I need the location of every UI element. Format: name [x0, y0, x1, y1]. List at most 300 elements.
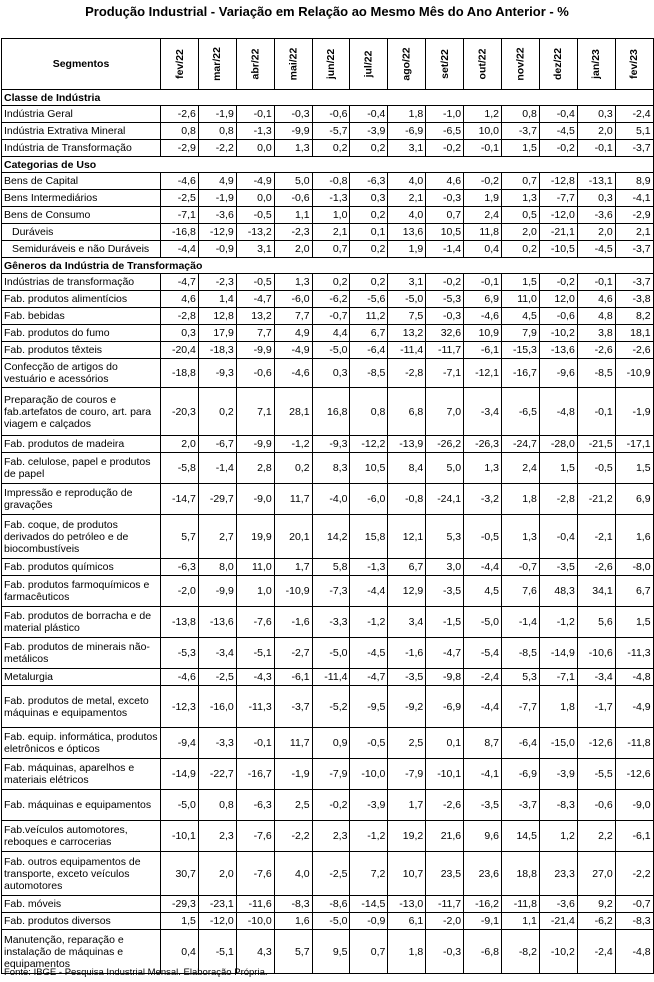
value-cell: -14,5 — [350, 896, 388, 913]
value-cell: 5,0 — [426, 453, 464, 484]
value-cell: -2,9 — [161, 140, 199, 157]
month-column-header — [350, 39, 388, 90]
value-cell: 2,2 — [577, 821, 615, 852]
value-cell: 1,6 — [274, 913, 312, 930]
value-cell: 2,8 — [236, 453, 274, 484]
value-cell: 1,8 — [388, 930, 426, 974]
value-cell: -18,3 — [198, 342, 236, 359]
month-column-header — [198, 39, 236, 90]
value-cell: -0,2 — [426, 140, 464, 157]
value-cell: 11,7 — [274, 728, 312, 759]
value-cell: 11,2 — [350, 308, 388, 325]
value-cell: 0,2 — [312, 274, 350, 291]
value-cell: 7,2 — [350, 852, 388, 896]
value-cell: -6,9 — [426, 686, 464, 728]
section-header-row — [2, 258, 654, 274]
value-cell: -9,4 — [161, 728, 199, 759]
value-cell: -21,1 — [539, 224, 577, 241]
value-cell: 0,2 — [350, 140, 388, 157]
value-cell: -1,4 — [198, 453, 236, 484]
month-column-header — [161, 39, 199, 90]
value-cell: 4,6 — [161, 291, 199, 308]
value-cell: -21,2 — [577, 484, 615, 515]
value-cell: 8,4 — [388, 453, 426, 484]
segment-label: Manutenção, reparação e instalação de máquinas e equipamentos — [2, 930, 161, 974]
value-cell: 23,6 — [464, 852, 502, 896]
value-cell: 0,8 — [198, 790, 236, 821]
table-row — [2, 274, 654, 291]
value-cell: 2,4 — [464, 207, 502, 224]
month-column-header — [236, 39, 274, 90]
value-cell: -0,5 — [350, 728, 388, 759]
value-cell: 4,3 — [236, 930, 274, 974]
value-cell: 13,6 — [388, 224, 426, 241]
value-cell: -8,3 — [539, 790, 577, 821]
value-cell: -3,4 — [577, 669, 615, 686]
value-cell: -16,2 — [464, 896, 502, 913]
header-row — [2, 39, 654, 90]
month-column-header — [502, 39, 540, 90]
value-cell: -0,3 — [426, 930, 464, 974]
value-cell: -10,0 — [350, 759, 388, 790]
value-cell: -5,4 — [464, 638, 502, 669]
value-cell: 6,9 — [615, 484, 653, 515]
segment-label: Fab. máquinas e equipamentos — [2, 790, 161, 821]
table-row — [2, 453, 654, 484]
segment-label: Indústrias de transformação — [2, 274, 161, 291]
value-cell: -11,8 — [615, 728, 653, 759]
value-cell: -2,6 — [426, 790, 464, 821]
value-cell: -4,6 — [161, 173, 199, 190]
value-cell: 9,5 — [312, 930, 350, 974]
value-cell: 0,2 — [198, 388, 236, 436]
segment-label: Fab. produtos alimentícios — [2, 291, 161, 308]
value-cell: -5,5 — [577, 759, 615, 790]
value-cell: -22,7 — [198, 759, 236, 790]
segment-label: Fab. produtos de madeira — [2, 436, 161, 453]
value-cell: 0,2 — [274, 453, 312, 484]
value-cell: -0,3 — [426, 308, 464, 325]
value-cell: -1,9 — [615, 388, 653, 436]
value-cell: 0,3 — [350, 190, 388, 207]
value-cell: 0,2 — [502, 241, 540, 258]
value-cell: 8,7 — [464, 728, 502, 759]
segment-label: Duráveis — [2, 224, 161, 241]
segment-label: Fab. coque, de produtos derivados do petróleo e de biocombustíveis — [2, 515, 161, 559]
value-cell: 8,9 — [615, 173, 653, 190]
value-cell: 0,1 — [350, 224, 388, 241]
value-cell: -4,3 — [236, 669, 274, 686]
value-cell: -3,9 — [350, 123, 388, 140]
value-cell: -4,4 — [161, 241, 199, 258]
value-cell: -9,3 — [198, 359, 236, 388]
value-cell: 7,9 — [502, 325, 540, 342]
value-cell: 1,3 — [274, 140, 312, 157]
segment-label: Bens de Consumo — [2, 207, 161, 224]
value-cell: -4,7 — [350, 669, 388, 686]
value-cell: 0,8 — [350, 388, 388, 436]
value-cell: -0,5 — [236, 274, 274, 291]
value-cell: 1,2 — [464, 106, 502, 123]
table-row — [2, 852, 654, 896]
value-cell: -4,1 — [615, 190, 653, 207]
value-cell: -5,0 — [161, 790, 199, 821]
value-cell: 7,5 — [388, 308, 426, 325]
value-cell: -4,7 — [161, 274, 199, 291]
value-cell: -0,4 — [350, 106, 388, 123]
value-cell: -6,3 — [236, 790, 274, 821]
value-cell: 1,0 — [312, 207, 350, 224]
value-cell: -5,0 — [312, 638, 350, 669]
table-row — [2, 173, 654, 190]
month-label: abr/22 — [249, 48, 262, 80]
value-cell: -2,6 — [615, 342, 653, 359]
value-cell: -3,5 — [388, 669, 426, 686]
value-cell: 0,0 — [236, 140, 274, 157]
value-cell: -3,5 — [426, 576, 464, 607]
value-cell: -3,7 — [502, 123, 540, 140]
value-cell: -7,9 — [312, 759, 350, 790]
value-cell: -20,3 — [161, 388, 199, 436]
section-header-row — [2, 157, 654, 173]
segment-label: Impressão e reprodução de gravações — [2, 484, 161, 515]
value-cell: 2,1 — [615, 224, 653, 241]
value-cell: -0,2 — [539, 140, 577, 157]
value-cell: 10,9 — [464, 325, 502, 342]
table-row — [2, 686, 654, 728]
value-cell: -1,5 — [426, 607, 464, 638]
value-cell: 1,9 — [464, 190, 502, 207]
value-cell: -9,0 — [236, 484, 274, 515]
value-cell: 2,5 — [274, 790, 312, 821]
table-row — [2, 342, 654, 359]
value-cell: -9,1 — [464, 913, 502, 930]
value-cell: 4,0 — [388, 207, 426, 224]
value-cell: -13,6 — [539, 342, 577, 359]
value-cell: -3,7 — [615, 241, 653, 258]
value-cell: 2,0 — [577, 224, 615, 241]
value-cell: -8,5 — [350, 359, 388, 388]
value-cell: -4,1 — [464, 759, 502, 790]
value-cell: -3,5 — [464, 790, 502, 821]
value-cell: -7,1 — [539, 669, 577, 686]
source-note: Fonte: IBGE - Pesquisa Industrial Mensal. Elaboração Própria. — [4, 967, 268, 978]
value-cell: -10,6 — [577, 638, 615, 669]
value-cell: 19,2 — [388, 821, 426, 852]
segment-column-header: Segmentos — [2, 39, 161, 90]
value-cell: 0,3 — [161, 325, 199, 342]
value-cell: -3,7 — [615, 140, 653, 157]
value-cell: -7,1 — [161, 207, 199, 224]
value-cell: -2,7 — [274, 638, 312, 669]
value-cell: 14,2 — [312, 515, 350, 559]
value-cell: -1,0 — [426, 106, 464, 123]
value-cell: -5,3 — [161, 638, 199, 669]
value-cell: 5,0 — [274, 173, 312, 190]
segment-label: Fab. máquinas, aparelhos e materiais elétricos — [2, 759, 161, 790]
table-row — [2, 790, 654, 821]
value-cell: 3,8 — [577, 325, 615, 342]
value-cell: -4,4 — [464, 686, 502, 728]
table-row — [2, 607, 654, 638]
value-cell: -3,4 — [464, 388, 502, 436]
value-cell: -2,5 — [312, 852, 350, 896]
month-label: fev/22 — [173, 49, 186, 79]
value-cell: -9,0 — [615, 790, 653, 821]
value-cell: 27,0 — [577, 852, 615, 896]
value-cell: -2,6 — [577, 342, 615, 359]
value-cell: 11,8 — [464, 224, 502, 241]
value-cell: -2,6 — [161, 106, 199, 123]
value-cell: -9,9 — [236, 342, 274, 359]
value-cell: -0,2 — [312, 790, 350, 821]
value-cell: 12,1 — [388, 515, 426, 559]
value-cell: 1,3 — [502, 190, 540, 207]
value-cell: -0,6 — [577, 790, 615, 821]
value-cell: -0,1 — [236, 728, 274, 759]
value-cell: -0,5 — [577, 453, 615, 484]
value-cell: -3,7 — [274, 686, 312, 728]
value-cell: 0,2 — [312, 140, 350, 157]
value-cell: -0,2 — [464, 173, 502, 190]
month-column-header — [577, 39, 615, 90]
value-cell: 23,5 — [426, 852, 464, 896]
value-cell: -21,5 — [577, 436, 615, 453]
value-cell: -3,9 — [350, 790, 388, 821]
value-cell: -12,9 — [198, 224, 236, 241]
value-cell: 6,8 — [388, 388, 426, 436]
value-cell: -0,6 — [274, 190, 312, 207]
value-cell: -3,3 — [312, 607, 350, 638]
segment-label: Fab. produtos químicos — [2, 559, 161, 576]
value-cell: 3,1 — [388, 140, 426, 157]
value-cell: 0,5 — [502, 207, 540, 224]
value-cell: -5,0 — [464, 607, 502, 638]
month-label: out/22 — [476, 48, 489, 80]
segment-label: Fab. produtos do fumo — [2, 325, 161, 342]
value-cell: -2,1 — [577, 515, 615, 559]
value-cell: -6,0 — [350, 484, 388, 515]
section-title: Classe de Indústria — [2, 90, 654, 106]
value-cell: 1,3 — [274, 274, 312, 291]
value-cell: 14,5 — [502, 821, 540, 852]
segment-label: Indústria Extrativa Mineral — [2, 123, 161, 140]
segment-label: Fab. produtos de borracha e de material plástico — [2, 607, 161, 638]
value-cell: 4,4 — [312, 325, 350, 342]
table-row — [2, 106, 654, 123]
value-cell: -1,3 — [350, 559, 388, 576]
value-cell: 1,7 — [274, 559, 312, 576]
value-cell: -0,2 — [539, 274, 577, 291]
value-cell: 1,4 — [198, 291, 236, 308]
value-cell: -11,7 — [426, 342, 464, 359]
value-cell: -4,4 — [350, 576, 388, 607]
value-cell: -0,7 — [615, 896, 653, 913]
month-label: nov/22 — [514, 47, 527, 81]
value-cell: -5,1 — [198, 930, 236, 974]
value-cell: 7,7 — [274, 308, 312, 325]
value-cell: -2,9 — [615, 207, 653, 224]
value-cell: 34,1 — [577, 576, 615, 607]
month-label: mai/22 — [287, 47, 300, 81]
value-cell: 0,8 — [161, 123, 199, 140]
value-cell: -7,1 — [426, 359, 464, 388]
value-cell: 8,2 — [615, 308, 653, 325]
value-cell: -4,5 — [577, 241, 615, 258]
value-cell: -0,6 — [312, 106, 350, 123]
value-cell: -0,1 — [577, 388, 615, 436]
value-cell: 13,2 — [388, 325, 426, 342]
value-cell: -28,0 — [539, 436, 577, 453]
table-row — [2, 559, 654, 576]
value-cell: -6,4 — [350, 342, 388, 359]
value-cell: 2,0 — [198, 852, 236, 896]
value-cell: 2,0 — [161, 436, 199, 453]
table-row — [2, 913, 654, 930]
value-cell: 13,2 — [236, 308, 274, 325]
segment-label: Bens de Capital — [2, 173, 161, 190]
table-row — [2, 484, 654, 515]
value-cell: -13,2 — [236, 224, 274, 241]
value-cell: 15,8 — [350, 515, 388, 559]
value-cell: -1,3 — [236, 123, 274, 140]
value-cell: 17,9 — [198, 325, 236, 342]
value-cell: -10,9 — [274, 576, 312, 607]
value-cell: 1,1 — [274, 207, 312, 224]
value-cell: -24,7 — [502, 436, 540, 453]
value-cell: -6,3 — [350, 173, 388, 190]
segment-label: Fab. celulose, papel e produtos de papel — [2, 453, 161, 484]
value-cell: -1,3 — [312, 190, 350, 207]
value-cell: -0,3 — [426, 190, 464, 207]
value-cell: 48,3 — [539, 576, 577, 607]
value-cell: -8,5 — [577, 359, 615, 388]
value-cell: -0,9 — [350, 913, 388, 930]
value-cell: -9,9 — [236, 436, 274, 453]
value-cell: -3,4 — [198, 638, 236, 669]
segment-label: Fab. produtos farmoquímicos e farmacêuticos — [2, 576, 161, 607]
value-cell: 0,7 — [502, 173, 540, 190]
value-cell: -4,0 — [312, 484, 350, 515]
value-cell: -11,7 — [426, 896, 464, 913]
segment-label: Fab. equip. informática, produtos eletrônicos e ópticos — [2, 728, 161, 759]
value-cell: -4,9 — [274, 342, 312, 359]
value-cell: -3,6 — [577, 207, 615, 224]
value-cell: -3,7 — [502, 790, 540, 821]
value-cell: -26,2 — [426, 436, 464, 453]
value-cell: -11,6 — [236, 896, 274, 913]
value-cell: 0,8 — [502, 106, 540, 123]
value-cell: 0,1 — [426, 728, 464, 759]
value-cell: 10,7 — [388, 852, 426, 896]
value-cell: -4,9 — [615, 686, 653, 728]
value-cell: -9,9 — [274, 123, 312, 140]
table-row — [2, 669, 654, 686]
value-cell: -1,2 — [350, 607, 388, 638]
value-cell: 2,7 — [198, 515, 236, 559]
value-cell: 10,5 — [350, 453, 388, 484]
value-cell: -0,5 — [236, 207, 274, 224]
segment-label: Fab. outros equipamentos de transporte, exceto veículos automotores — [2, 852, 161, 896]
value-cell: -2,3 — [274, 224, 312, 241]
section-header-row — [2, 90, 654, 106]
value-cell: 4,6 — [426, 173, 464, 190]
value-cell: 2,3 — [198, 821, 236, 852]
value-cell: -3,3 — [198, 728, 236, 759]
value-cell: -13,1 — [577, 173, 615, 190]
table-row — [2, 325, 654, 342]
value-cell: -1,4 — [502, 607, 540, 638]
value-cell: 1,3 — [502, 515, 540, 559]
value-cell: 0,7 — [312, 241, 350, 258]
value-cell: 0,0 — [236, 190, 274, 207]
value-cell: -7,6 — [236, 607, 274, 638]
value-cell: 8,3 — [312, 453, 350, 484]
production-table — [1, 38, 654, 974]
value-cell: -15,0 — [539, 728, 577, 759]
value-cell: 2,3 — [312, 821, 350, 852]
table-row — [2, 638, 654, 669]
value-cell: -3,6 — [539, 896, 577, 913]
value-cell: -2,5 — [161, 190, 199, 207]
value-cell: 2,0 — [274, 241, 312, 258]
value-cell: -4,8 — [615, 669, 653, 686]
value-cell: 1,0 — [236, 576, 274, 607]
value-cell: -0,8 — [388, 484, 426, 515]
value-cell: -9,8 — [426, 669, 464, 686]
value-cell: -2,8 — [539, 484, 577, 515]
value-cell: 7,6 — [502, 576, 540, 607]
value-cell: -5,2 — [312, 686, 350, 728]
segment-label: Fab.veículos automotores, reboques e carrocerias — [2, 821, 161, 852]
month-label: ago/22 — [400, 47, 413, 81]
value-cell: -6,2 — [577, 913, 615, 930]
value-cell: 16,8 — [312, 388, 350, 436]
section-title: Categorias de Uso — [2, 157, 654, 173]
value-cell: -3,7 — [615, 274, 653, 291]
value-cell: 0,7 — [350, 930, 388, 974]
value-cell: -1,2 — [539, 607, 577, 638]
value-cell: 6,9 — [464, 291, 502, 308]
value-cell: -2,0 — [426, 913, 464, 930]
value-cell: -0,3 — [274, 106, 312, 123]
value-cell: -14,9 — [161, 759, 199, 790]
value-cell: -7,6 — [236, 852, 274, 896]
value-cell: -16,0 — [198, 686, 236, 728]
value-cell: 2,1 — [312, 224, 350, 241]
value-cell: -7,9 — [388, 759, 426, 790]
value-cell: -23,1 — [198, 896, 236, 913]
page-title: Produção Industrial - Variação em Relação ao Mesmo Mês do Ano Anterior - % — [85, 4, 569, 19]
value-cell: -7,7 — [539, 190, 577, 207]
value-cell: 0,8 — [198, 123, 236, 140]
value-cell: -3,9 — [539, 759, 577, 790]
value-cell: -10,9 — [615, 359, 653, 388]
value-cell: -6,3 — [161, 559, 199, 576]
value-cell: -12,6 — [577, 728, 615, 759]
value-cell: 0,2 — [350, 207, 388, 224]
value-cell: 4,0 — [388, 173, 426, 190]
value-cell: -0,5 — [464, 515, 502, 559]
value-cell: 4,0 — [274, 852, 312, 896]
table-row — [2, 140, 654, 157]
value-cell: 1,8 — [539, 686, 577, 728]
value-cell: -9,5 — [350, 686, 388, 728]
value-cell: -12,8 — [539, 173, 577, 190]
value-cell: -2,0 — [161, 576, 199, 607]
month-label: fev/23 — [628, 49, 641, 79]
value-cell: -1,4 — [426, 241, 464, 258]
